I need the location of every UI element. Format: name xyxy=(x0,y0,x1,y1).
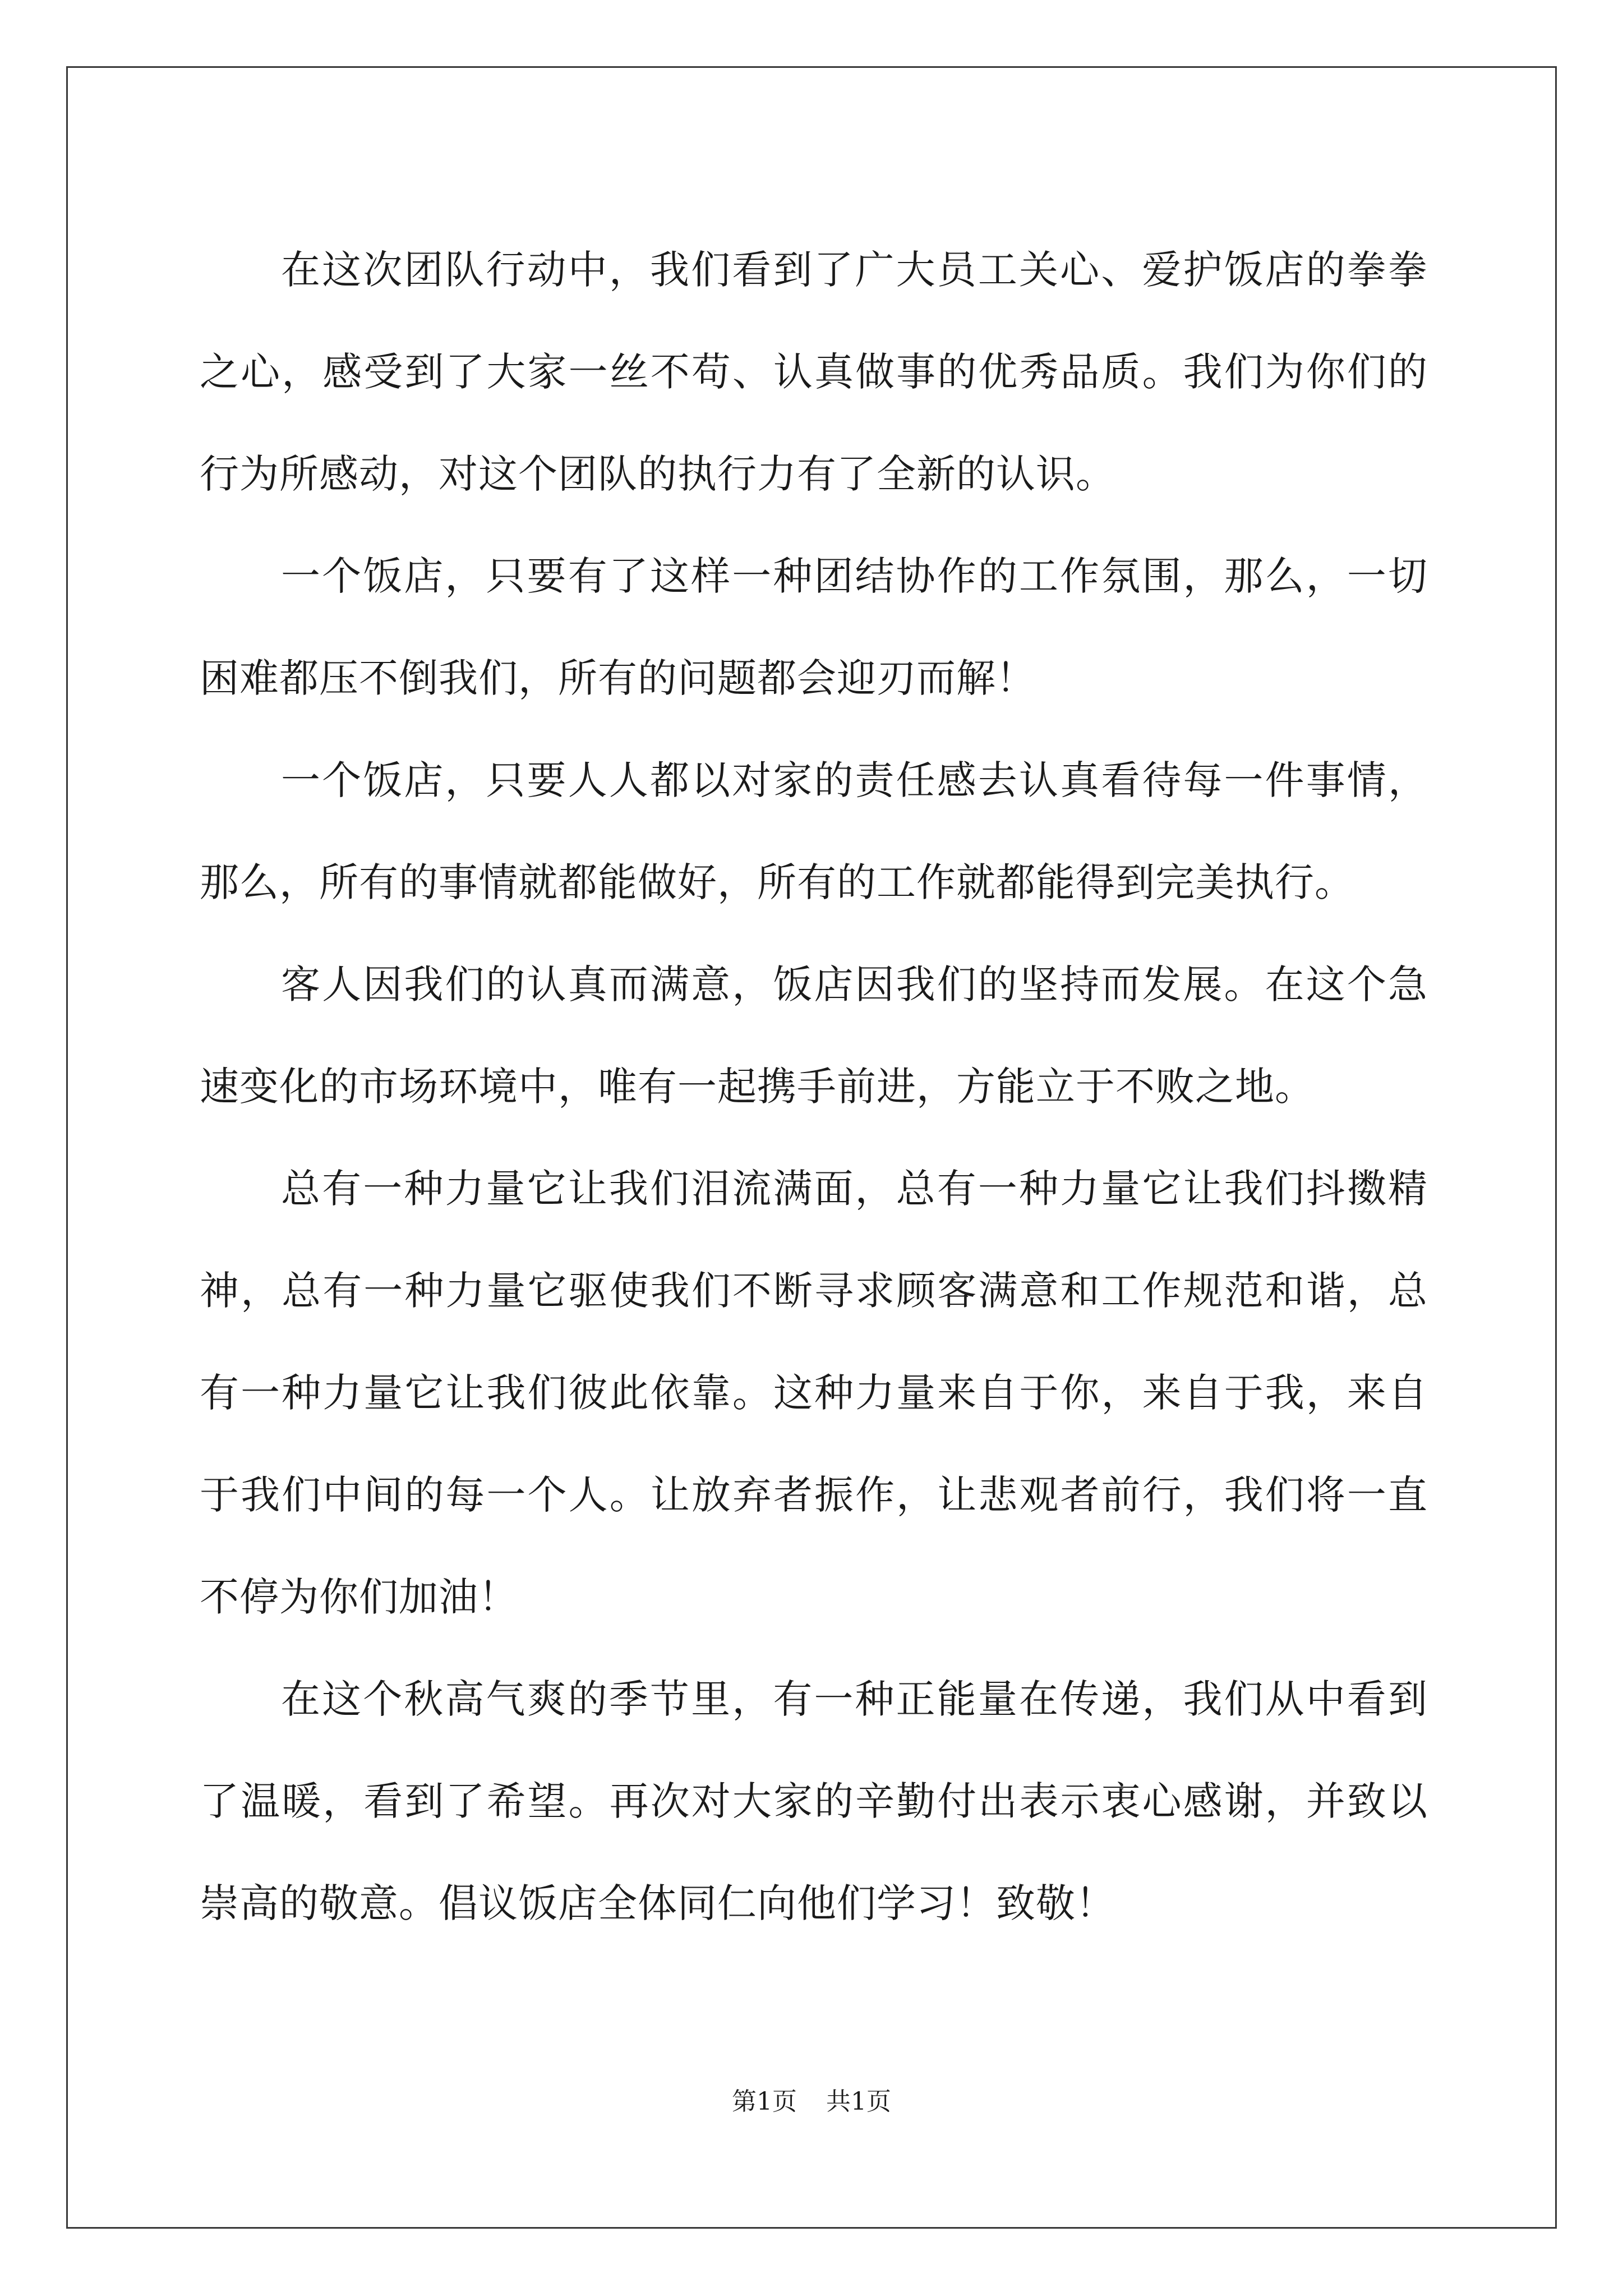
paragraph-6: 在这个秋高气爽的季节里，有一种正能量在传递，我们从中看到了温暖，看到了希望。再次对大家的辛勤付出表示衷心感谢，并致以崇高的敬意。倡议饭店全体同仁向他们学习！致敬！ xyxy=(200,1676,1428,1926)
paragraph-3: 一个饭店，只要人人都以对家的责任感去认真看待每一件事情，那么，所有的事情就都能做好，所有的工作就都能得到完美执行。 xyxy=(200,757,1428,905)
page-number: 第1页 xyxy=(732,2087,797,2116)
page-footer xyxy=(0,2081,1623,2117)
paragraph-1: 在这次团队行动中，我们看到了广大员工关心、爱护饭店的拳拳之心，感受到了大家一丝不苟、认真做事的优秀品质。我们为你们的行为所感动，对这个团队的执行力有了全新的认识。 xyxy=(200,247,1428,497)
page-total: 共1页 xyxy=(826,2087,891,2116)
document-body xyxy=(200,219,1428,1954)
paragraph-4: 客人因我们的认真而满意，饭店因我们的坚持而发展。在这个急速变化的市场环境中，唯有一起携手前进，方能立于不败之地。 xyxy=(200,961,1428,1110)
paragraph-5: 总有一种力量它让我们泪流满面，总有一种力量它让我们抖擞精神，总有一种力量它驱使我们不断寻求顾客满意和工作规范和谐，总有一种力量它让我们彼此依靠。这种力量来自于你，来自于我，来自于我们中间的每一个人。让放弃者振作，让悲观者前行，我们将一直不停为你们加油！ xyxy=(200,1166,1428,1620)
paragraph-2: 一个饭店，只要有了这样一种团结协作的工作氛围，那么，一切困难都压不倒我们，所有的问题都会迎刃而解！ xyxy=(200,553,1428,701)
